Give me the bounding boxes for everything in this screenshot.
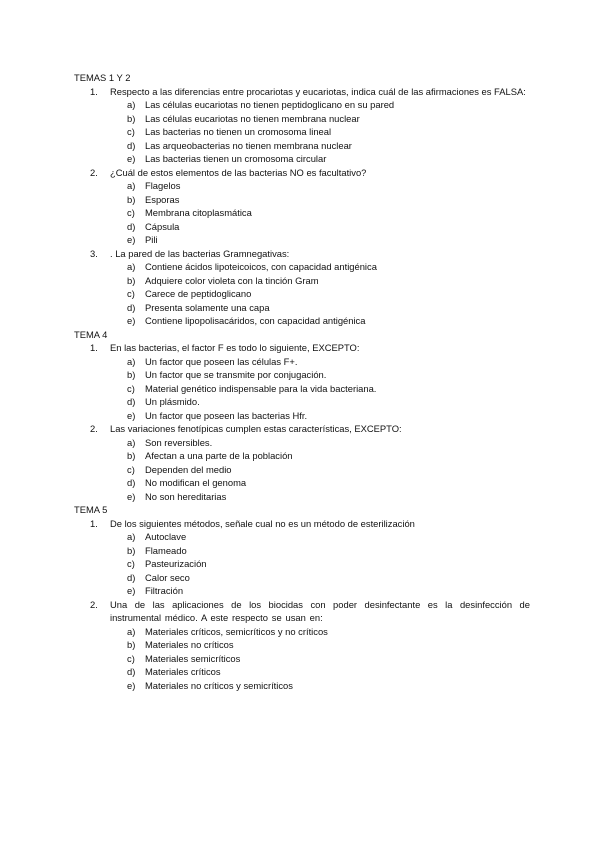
option-text: Un factor que se transmite por conjugación. xyxy=(145,369,327,380)
question-text: ¿Cuál de estos elementos de las bacterias NO es facultativo? 2. xyxy=(90,166,367,178)
option-letter: d) xyxy=(127,139,136,151)
option-text: Filtración xyxy=(145,585,184,596)
question-block xyxy=(74,247,530,328)
option-letter: e) xyxy=(127,585,136,596)
section-title: TEMAS 1 Y 2 xyxy=(74,72,131,83)
question-number: 1. xyxy=(90,85,98,97)
option-letter: d) xyxy=(127,220,136,232)
option-text: Las células eucariotas no tienen peptidoglicano en su pared xyxy=(145,99,395,110)
option-text: Pili xyxy=(145,234,158,245)
answer-option xyxy=(74,652,530,666)
option-letter: a) xyxy=(127,531,136,542)
option-letter: b) xyxy=(127,369,136,380)
exam-question-list xyxy=(74,71,530,692)
answer-option xyxy=(74,625,530,639)
option-text: Contiene lipopolisacáridos, con capacidad antigénica xyxy=(145,315,366,326)
option-letter: b) xyxy=(127,544,136,556)
answer-option xyxy=(74,679,530,693)
section-title: TEMA 4 xyxy=(74,328,108,340)
option-letter: d) xyxy=(127,571,136,583)
option-letter: a) xyxy=(127,99,136,110)
answer-option xyxy=(74,665,530,679)
option-letter: a) xyxy=(127,355,136,367)
option-text: Materiales no críticos xyxy=(145,639,234,650)
option-letter: c) xyxy=(127,652,135,664)
option-text: Un plásmido. xyxy=(145,396,200,407)
option-letter: a) xyxy=(127,625,136,637)
option-letter: c) xyxy=(127,126,135,137)
question-block xyxy=(74,341,530,422)
answer-option xyxy=(74,584,530,598)
option-letter: b) xyxy=(127,639,136,650)
answer-option xyxy=(74,490,530,504)
answer-option xyxy=(74,301,530,315)
option-text: Material genético indispensable para la vida bacteriana. xyxy=(145,382,377,394)
question-number: 2. xyxy=(90,166,98,178)
answer-options xyxy=(74,530,530,598)
option-letter: e) xyxy=(127,234,136,245)
option-text: Un factor que poseen las células F+. xyxy=(145,355,298,367)
answer-option xyxy=(74,571,530,585)
answer-option xyxy=(74,179,530,193)
answer-option xyxy=(74,476,530,490)
option-letter: c) xyxy=(127,207,135,218)
option-text: Contiene ácidos lipoteicoicos, con capacidad antigénica xyxy=(145,261,377,272)
option-letter: d) xyxy=(127,301,136,313)
option-text: Calor seco xyxy=(145,571,190,583)
section-title: TEMA 5 xyxy=(74,504,108,515)
answer-option xyxy=(74,287,530,301)
option-text: Carece de peptidoglicano xyxy=(145,288,252,299)
answer-option xyxy=(74,544,530,558)
answer-option xyxy=(74,193,530,207)
option-text: No son hereditarias xyxy=(145,490,227,502)
question-text: . La pared de las bacterias Gramnegativas: 3. xyxy=(90,247,290,259)
answer-option xyxy=(74,274,530,288)
answer-option xyxy=(74,152,530,166)
answer-option xyxy=(74,139,530,153)
answer-option xyxy=(74,233,530,247)
option-text: Presenta solamente una capa xyxy=(145,301,270,313)
option-letter: d) xyxy=(127,396,136,407)
option-text: Autoclave xyxy=(145,531,187,542)
answer-option xyxy=(74,220,530,234)
question-number: 1. xyxy=(90,517,98,529)
answer-option xyxy=(74,436,530,450)
answer-option xyxy=(74,98,530,112)
answer-options xyxy=(74,260,530,328)
option-letter: e) xyxy=(127,490,136,502)
answer-option xyxy=(74,112,530,126)
option-text: Adquiere color violeta con la tinción Gram xyxy=(145,274,319,286)
question-block xyxy=(74,517,530,598)
option-letter: a) xyxy=(127,180,136,191)
option-text: No modifican el genoma xyxy=(145,477,247,488)
option-text: Flagelos xyxy=(145,180,181,191)
question-text: Las variaciones fenotípicas cumplen estas características, EXCEPTO: 2. xyxy=(90,423,402,434)
option-text: Un factor que poseen las bacterias Hfr. xyxy=(145,409,308,421)
option-letter: e) xyxy=(127,315,136,326)
option-letter: c) xyxy=(127,558,135,569)
option-letter: e) xyxy=(127,679,136,691)
answer-option xyxy=(74,355,530,369)
option-text: Materiales críticos xyxy=(145,666,221,677)
question-number: 2. xyxy=(90,423,98,434)
question-number: 1. xyxy=(90,342,98,353)
option-letter: e) xyxy=(127,153,136,164)
question-block xyxy=(74,422,530,503)
option-text: Afectan a una parte de la población xyxy=(145,450,293,461)
option-letter: b) xyxy=(127,274,136,286)
option-letter: d) xyxy=(127,477,136,488)
answer-option xyxy=(74,125,530,139)
answer-option xyxy=(74,260,530,274)
answer-options xyxy=(74,436,530,504)
answer-option xyxy=(74,395,530,409)
option-letter: a) xyxy=(127,436,136,448)
option-text: Esporas xyxy=(145,193,180,205)
option-text: Las arqueobacterias no tienen membrana nuclear xyxy=(145,139,352,151)
option-text: Materiales no críticos y semicríticos xyxy=(145,679,293,691)
question-block xyxy=(74,598,530,693)
answer-options xyxy=(74,355,530,423)
answer-option xyxy=(74,382,530,396)
answer-option xyxy=(74,530,530,544)
option-text: Las células eucariotas no tienen membrana nuclear xyxy=(145,112,360,124)
option-letter: b) xyxy=(127,450,136,461)
question-block xyxy=(74,166,530,247)
question-text: En las bacterias, el factor F es todo lo siguiente, EXCEPTO: 1. xyxy=(90,342,360,353)
answer-option xyxy=(74,206,530,220)
question-text: De los siguientes métodos, señale cual no es un método de esterilización 1. xyxy=(90,517,415,529)
option-text: Materiales semicríticos xyxy=(145,652,241,664)
option-text: Flameado xyxy=(145,544,187,556)
option-letter: c) xyxy=(127,288,135,299)
option-text: Las bacterias tienen un cromosoma circular xyxy=(145,153,327,164)
option-text: Las bacterias no tienen un cromosoma lineal xyxy=(145,126,332,137)
option-text: Membrana citoplasmática xyxy=(145,207,252,218)
answer-options xyxy=(74,179,530,247)
option-letter: b) xyxy=(127,112,136,124)
question-number: 3. xyxy=(90,247,98,259)
option-letter: c) xyxy=(127,463,135,475)
answer-option xyxy=(74,638,530,652)
option-letter: d) xyxy=(127,666,136,677)
question-text: Una de las aplicaciones de los biocidas con poder desinfectante es la desinfección de instrumental médico. A este respecto se usan en: 2. xyxy=(90,598,530,623)
question-text: Respecto a las diferencias entre procariotas y eucariotas, indica cuál de las afirmaciones es FALSA: 1. xyxy=(90,85,526,97)
answer-options xyxy=(74,625,530,693)
option-text: Dependen del medio xyxy=(145,463,232,475)
option-letter: b) xyxy=(127,193,136,205)
option-text: Son reversibles. xyxy=(145,436,213,448)
question-block xyxy=(74,85,530,166)
answer-option xyxy=(74,449,530,463)
answer-option xyxy=(74,557,530,571)
answer-options xyxy=(74,98,530,166)
question-number: 2. xyxy=(90,598,98,610)
option-text: Pasteurización xyxy=(145,558,207,569)
option-text: Materiales críticos, semicríticos y no críticos xyxy=(145,625,328,637)
option-letter: c) xyxy=(127,382,135,394)
answer-option xyxy=(74,368,530,382)
answer-option xyxy=(74,314,530,328)
option-text: Cápsula xyxy=(145,220,180,232)
option-letter: a) xyxy=(127,261,136,272)
option-letter: e) xyxy=(127,409,136,421)
answer-option xyxy=(74,409,530,423)
answer-option xyxy=(74,463,530,477)
